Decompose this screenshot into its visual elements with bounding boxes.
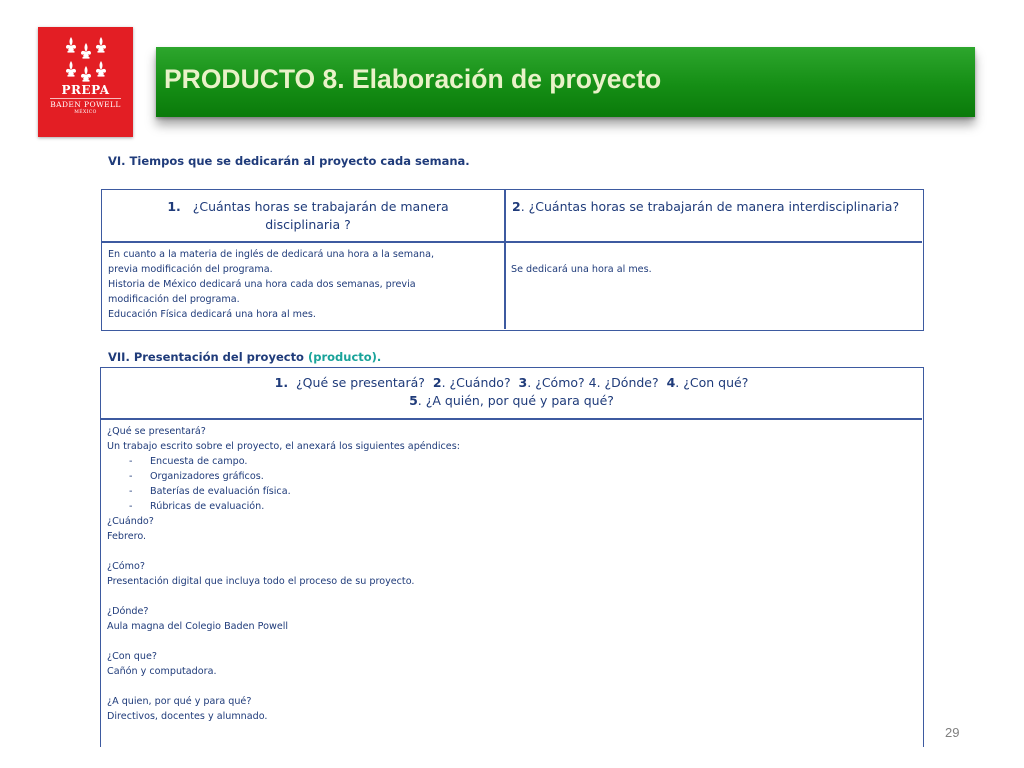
- section-6-heading: VI. Tiempos que se dedicarán al proyecto cada semana.: [108, 154, 470, 168]
- q-text-5: . ¿A quién, por qué y para qué?: [417, 393, 614, 408]
- q-num-2: 2: [432, 375, 442, 390]
- bullet-marker: -: [129, 471, 133, 482]
- list-item: [107, 469, 907, 484]
- bullet-marker: -: [129, 501, 133, 512]
- questions-line-1: [101, 374, 922, 392]
- q-text-4: . ¿Con qué?: [675, 375, 749, 390]
- bullet-marker: -: [129, 486, 133, 497]
- answer-line: Cañón y computadora.: [107, 666, 217, 677]
- answer-1-line: previa modificación del programa.: [108, 264, 273, 275]
- logo-line-1: PREPA: [61, 83, 110, 97]
- answer-1-line: En cuanto a la materia de inglés de dedicará una hora a la semana,: [108, 249, 435, 260]
- spacer: [107, 589, 907, 604]
- spacer: [107, 634, 907, 649]
- answer-2-cell: Se dedicará una hora al mes.: [511, 264, 652, 275]
- answer-line: ¿Dónde?: [107, 606, 149, 617]
- section-7-heading: [108, 350, 381, 364]
- q-num-1: 1.: [274, 375, 289, 390]
- question-2-cell: [512, 198, 924, 216]
- answer-line: Febrero.: [107, 531, 147, 542]
- question-1-number: 1.: [167, 199, 181, 214]
- answer-line: Presentación digital que incluya todo el proceso de su proyecto.: [107, 576, 415, 587]
- presentation-questions: [101, 374, 922, 410]
- question-1-cell: [158, 198, 458, 234]
- answer-line: ¿A quien, por qué y para qué?: [107, 696, 252, 707]
- q-num-4: 4: [666, 375, 676, 390]
- logo-line-2: BADEN POWELL: [50, 100, 121, 109]
- title-banner: [156, 47, 975, 117]
- q-num-3: 3: [518, 375, 528, 390]
- slide-title: PRODUCTO 8. Elaboración de proyecto: [164, 64, 662, 94]
- questions-line-2: [101, 392, 922, 410]
- answer-line: ¿Cuándo?: [107, 516, 154, 527]
- logo-line-3: MÉXICO: [74, 110, 97, 115]
- list-item: [107, 484, 907, 499]
- table-divider-vertical: [504, 190, 506, 329]
- spacer: [107, 544, 907, 559]
- answer-line: Un trabajo escrito sobre el proyecto, el anexará los siguientes apéndices:: [107, 441, 460, 452]
- school-logo: [38, 27, 133, 137]
- table-divider-horizontal: [102, 241, 922, 243]
- answer-1-cell: [108, 247, 500, 322]
- time-table: [101, 189, 924, 331]
- question-2-text: . ¿Cuántas horas se trabajarán de manera interdisciplinaria?: [520, 199, 900, 214]
- presentation-answer: [107, 424, 907, 724]
- fleur-de-lis-icon: [56, 35, 116, 83]
- list-item-text: Rúbricas de evaluación.: [150, 501, 265, 512]
- section-7-heading-main: VII. Presentación del proyecto: [108, 350, 304, 364]
- list-item: [107, 499, 907, 514]
- answer-line: ¿Qué se presentará?: [107, 426, 206, 437]
- q-text-2: . ¿Cuándo?: [441, 375, 511, 390]
- bullet-marker: -: [129, 456, 133, 467]
- answer-1-line: modificación del programa.: [108, 294, 240, 305]
- list-item-text: Baterías de evaluación física.: [150, 486, 291, 497]
- answer-1-line: Historia de México dedicará una hora cada dos semanas, previa: [108, 279, 416, 290]
- q-num-5: 5: [409, 393, 418, 408]
- answer-line: Directivos, docentes y alumnado.: [107, 711, 268, 722]
- answer-line: ¿Cómo?: [107, 561, 145, 572]
- question-1-text: ¿Cuántas horas se trabajarán de manera disciplinaria ?: [192, 199, 449, 232]
- table-divider-horizontal: [101, 418, 922, 420]
- list-item-text: Organizadores gráficos.: [150, 471, 264, 482]
- answer-1-line: Educación Física dedicará una hora al mes.: [108, 309, 316, 320]
- page-number: 29: [945, 725, 960, 740]
- list-item: [107, 454, 907, 469]
- answer-line: ¿Con que?: [107, 651, 157, 662]
- presentation-table: [100, 367, 924, 747]
- question-2-number: 2: [512, 199, 521, 214]
- list-item-text: Encuesta de campo.: [150, 456, 248, 467]
- answer-line: Aula magna del Colegio Baden Powell: [107, 621, 289, 632]
- q-text-3: . ¿Cómo? 4. ¿Dónde?: [527, 375, 659, 390]
- q-text-1: ¿Qué se presentará?: [296, 375, 425, 390]
- section-7-heading-teal: (producto).: [307, 350, 382, 364]
- spacer: [107, 679, 907, 694]
